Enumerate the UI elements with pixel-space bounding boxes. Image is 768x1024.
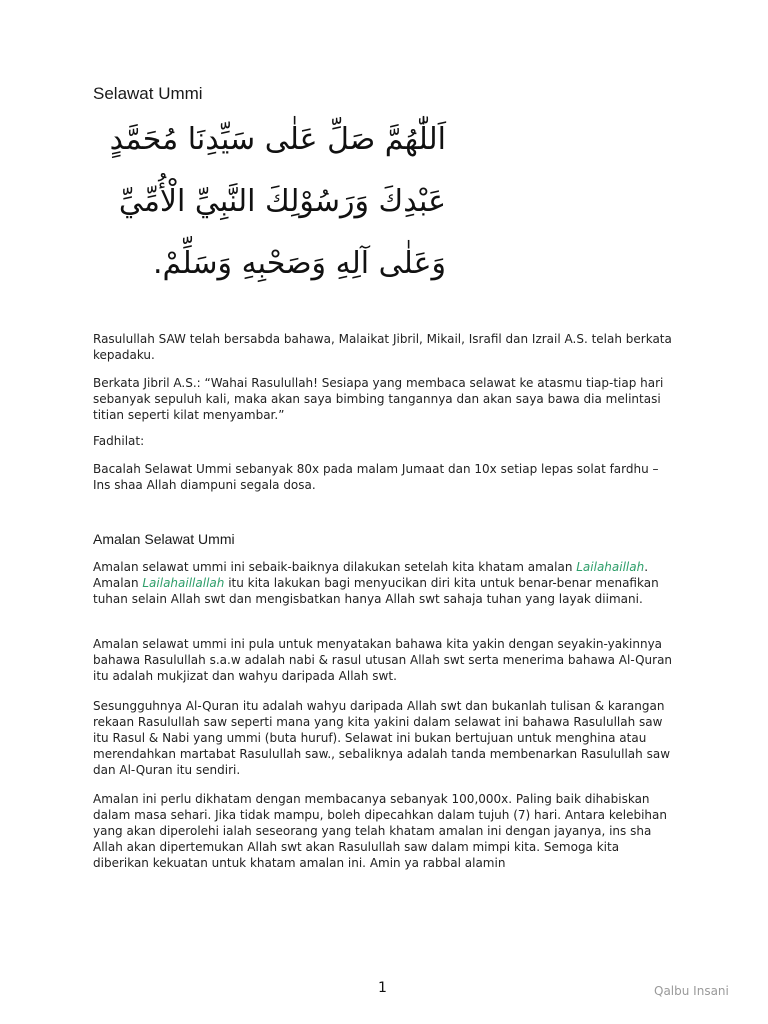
amalan-paragraph-3: Sesungguhnya Al-Quran itu adalah wahyu daripada Allah swt dan bukanlah tulisan & karangan rekaan Rasulullah saw seperti mana yang kita yakini dalam selawat ini bahawa Rasulullah saw itu Rasul & Nabi yang ummi (buta huruf). Selawat ini bukan bertujuan untuk menghina atau merendahkan martabat Rasulullah saw., sebaliknya adalah tanda membenarkan Rasulullah saw dan Al-Quran itu sendiri. bbox=[93, 699, 671, 777]
intro-paragraph-1: Rasulullah SAW telah bersabda bahawa, Malaikat Jibril, Mikail, Israfil dan Izrail A.S. telah berkata kepadaku. bbox=[93, 332, 672, 362]
arabic-line-3: وَعَلٰى آلِهِ وَصَحْبِهِ وَسَلِّمْ. bbox=[152, 246, 446, 281]
lailahaillah-link[interactable]: Lailahaillah bbox=[576, 560, 645, 574]
arabic-line-1: اَللّٰهُمَّ صَلِّ عَلٰى سَيِّدِنَا مُحَمَّدٍ bbox=[109, 122, 446, 157]
lailahaillallah-link[interactable]: Lailahaillallah bbox=[142, 576, 225, 590]
footer-brand: Qalbu Insani bbox=[654, 984, 729, 998]
arabic-selawat-image bbox=[96, 122, 446, 302]
fadhilat-label: Fadhilat: bbox=[93, 434, 145, 448]
amalan-p1-text-b: . Amalan bbox=[93, 560, 649, 590]
amalan-paragraph-2: Amalan selawat ummi ini pula untuk menyatakan bahawa kita yakin dengan seyakin-yakinnya bahawa Rasulullah s.a.w adalah nabi & rasul utusan Allah swt serta menerima bahawa Al-Quran itu adalah mukjizat dan wahyu daripada Allah swt. bbox=[93, 637, 673, 683]
arabic-line-2: عَبْدِكَ وَرَسُوْلِكَ النَّبِيِّ الْأُمِّيِّ bbox=[118, 184, 446, 219]
amalan-paragraph-1 bbox=[93, 559, 678, 607]
page-number: 1 bbox=[378, 980, 387, 996]
fadhilat-paragraph: Bacalah Selawat Ummi sebanyak 80x pada malam Jumaat dan 10x setiap lepas solat fardhu – Ins shaa Allah diampuni segala dosa. bbox=[93, 462, 659, 492]
amalan-p1-text-a: Amalan selawat ummi ini sebaik-baiknya dilakukan setelah kita khatam amalan bbox=[93, 560, 577, 574]
intro-paragraph-2: Berkata Jibril A.S.: “Wahai Rasulullah! Sesiapa yang membaca selawat ke atasmu tiap-tiap hari sebanyak sepuluh kali, maka akan saya bimbing tangannya dan akan saya bawa dia melintasi titian seperti kilat menyambar.” bbox=[93, 376, 664, 422]
amalan-heading: Amalan Selawat Ummi bbox=[93, 531, 235, 547]
page-title: Selawat Ummi bbox=[93, 84, 203, 103]
amalan-paragraph-4: Amalan ini perlu dikhatam dengan membacanya sebanyak 100,000x. Paling baik dihabiskan dalam masa sehari. Jika tidak mampu, boleh dipecahkan dalam tujuh (7) hari. Antara kelebihan yang akan diperolehi ialah seseorang yang telah khatam amalan ini dengan jayanya, ins sha Allah akan dipertemukan Allah swt akan Rasulullah saw dalam mimpi kita. Semoga kita diberikan kekuatan untuk khatam amalan ini. Amin ya rabbal alamin bbox=[93, 792, 667, 870]
amalan-p1-text-c: itu kita lakukan bagi menyucikan diri kita untuk benar-benar menafikan tuhan selain Allah swt dan mengisbatkan hanya Allah swt sahaja tuhan yang layak diimani. bbox=[93, 576, 659, 606]
